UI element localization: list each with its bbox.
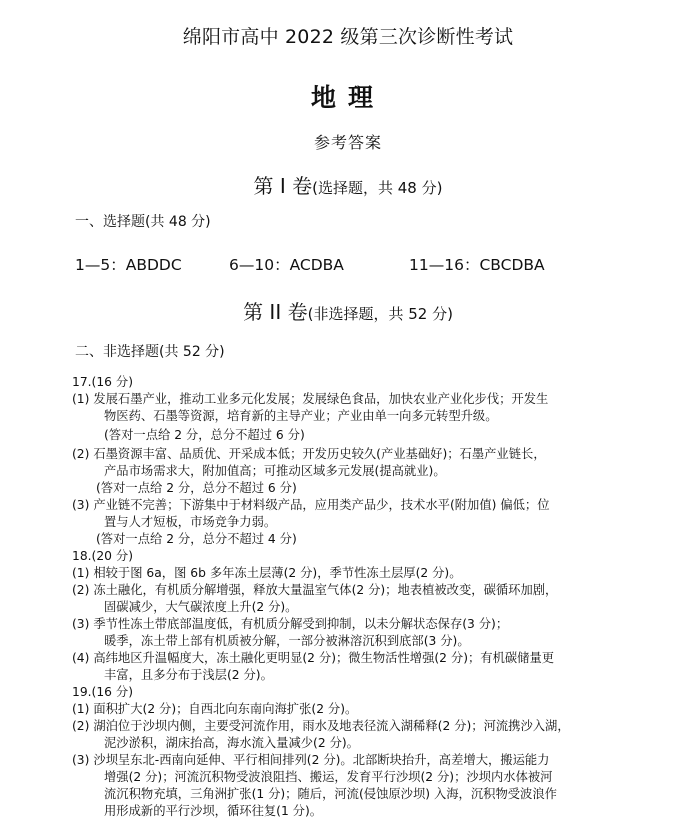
q18-line: (1) 相较于图 6a，图 6b 多年冻土层薄(2 分)，季节性冻土层厚(2 分)。 — [72, 566, 462, 580]
section-1-heading: 一、选择题(共 48 分) — [75, 214, 211, 230]
answer-key-heading: 参考答案 — [313, 133, 382, 152]
q17-line: (答对一点给 2 分，总分不超过 4 分) — [96, 532, 297, 546]
q17-line: 物医药、石墨等资源，培育新的主导产业；产业由单一向多元转型升级。 — [104, 409, 498, 423]
q18-line: 暖季，冻土带上部有机质被分解，一部分被淋溶沉积到底部(3 分)。 — [104, 634, 470, 648]
q19-line: 增强(2 分)；河流沉积物受波浪阻挡、搬运，发育平行沙坝(2 分)；沙坝内水体被河 — [104, 770, 553, 784]
q17-line: (答对一点给 2 分，总分不超过 6 分) — [96, 481, 297, 495]
q19-line: 泥沙淤积，湖床抬高，海水流入量减少(2 分)。 — [104, 736, 359, 750]
volume-1-heading — [0, 170, 696, 199]
q18-line: 丰富，且多分布于浅层(2 分)。 — [104, 668, 273, 682]
q17-line: (1) 发展石墨产业，推动工业多元化发展；发展绿色食品，加快农业产业化步伐；开发生 — [72, 392, 549, 406]
q18-heading: 18.(20 分) — [72, 549, 134, 563]
q17-heading: 17.(16 分) — [72, 375, 134, 389]
section-2-heading: 二、非选择题(共 52 分) — [75, 344, 225, 360]
subject-title: 地理 — [310, 83, 385, 112]
q19-line: (1) 面积扩大(2 分)；自西北向东南向海扩张(2 分)。 — [72, 702, 358, 716]
q17-line: (答对一点给 2 分，总分不超过 6 分) — [104, 428, 305, 442]
q18-line: (4) 高纬地区升温幅度大，冻土融化更明显(2 分)；微生物活性增强(2 分)；有机碳储量更 — [72, 651, 555, 665]
exam-title: 绵阳市高中 2022 级第三次诊断性考试 — [182, 26, 514, 48]
q19-heading: 19.(16 分) — [72, 685, 134, 699]
q17-line: 置与人才短板，市场竞争力弱。 — [104, 515, 277, 529]
volume-2-label: 第 II 卷 — [243, 300, 308, 324]
volume-2-note: (非选择题，共 52 分) — [307, 305, 453, 323]
q19-line: (3) 沙坝呈东北-西南向延伸、平行相间排列(2 分)。北部断块抬升，高差增大，搬运能力 — [72, 753, 550, 767]
q18-line: (2) 冻土融化，有机质分解增强，释放大量温室气体(2 分)；地表植被改变，碳循环加剧， — [72, 583, 558, 597]
volume-2-heading — [0, 296, 696, 325]
q19-line: 用形成新的平行沙坝，循环往复(1 分)。 — [104, 804, 323, 818]
q17-line: 产品市场需求大，附加值高；可推动区域多元发展(提高就业)。 — [104, 464, 446, 478]
volume-1-label: 第 I 卷 — [253, 174, 313, 198]
mc-answers-1-5: 1—5：ABDDC — [75, 256, 182, 274]
q17-line: (3) 产业链不完善；下游集中于材料级产品，应用类产品少，技术水平(附加值) 偏低；位 — [72, 498, 550, 512]
q19-line: (2) 湖泊位于沙坝内侧，主要受河流作用，雨水及地表径流入湖稀释(2 分)；河流携沙入湖， — [72, 719, 570, 733]
q18-line: (3) 季节性冻土带底部温度低，有机质分解受到抑制，以未分解状态保存(3 分)； — [72, 617, 509, 631]
q17-line: (2) 石墨资源丰富、品质优、开采成本低；开发历史较久(产业基础好)；石墨产业链长， — [72, 447, 546, 461]
volume-1-note: (选择题，共 48 分) — [312, 179, 443, 197]
q19-line: 流沉积物充填，三角洲扩张(1 分)；随后，河流(侵蚀原沙坝) 入海，沉积物受波浪作 — [104, 787, 557, 801]
q18-line: 固碳减少，大气碳浓度上升(2 分)。 — [104, 600, 298, 614]
mc-answers-11-16: 11—16：CBCDBA — [409, 256, 545, 274]
mc-answers-6-10: 6—10：ACDBA — [229, 256, 344, 274]
